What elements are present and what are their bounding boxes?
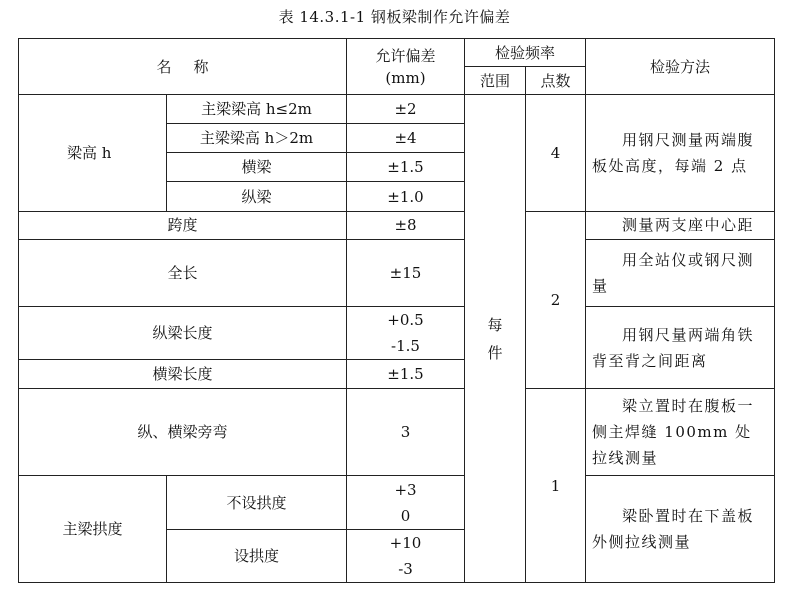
camber-val1-top: +3 (394, 480, 417, 499)
beam-height-val2: ±4 (347, 124, 465, 153)
stringer-length-value-top: +0.5 (387, 310, 424, 329)
span-value: ±8 (347, 211, 465, 239)
stringer-length-value-bottom: -1.5 (391, 336, 420, 355)
camber-sub2: 设拱度 (167, 529, 347, 582)
tolerance-table (18, 38, 775, 583)
crossbeam-length-label: 横梁长度 (19, 360, 347, 389)
beam-height-val4: ±1.0 (347, 182, 465, 211)
beam-height-val1: ±2 (347, 95, 465, 124)
camber-method: 梁卧置时在下盖板外侧拉线测量 (586, 476, 775, 583)
sweep-method: 梁立置时在腹板一侧主焊缝 100mm 处拉线测量 (586, 389, 775, 476)
full-length-label: 全长 (19, 239, 347, 306)
header-name-a: 名 (156, 57, 172, 76)
beam-height-points: 4 (526, 95, 586, 211)
sweep-label: 纵、横梁旁弯 (19, 389, 347, 476)
crossbeam-length-value: ±1.5 (347, 360, 465, 389)
camber-val1-bottom: 0 (400, 506, 411, 525)
beam-height-val3: ±1.5 (347, 153, 465, 182)
header-tolerance (347, 39, 465, 95)
header-points: 点数 (526, 67, 586, 95)
camber-val1 (347, 476, 465, 529)
stringer-length-label: 纵梁长度 (19, 306, 347, 359)
header-scope: 范围 (465, 67, 526, 95)
beam-height-label: 梁高 h (19, 95, 167, 211)
header-tolerance-line1: 允许偏差 (375, 46, 436, 65)
stringer-length-value (347, 306, 465, 359)
span-method: 测量两支座中心距 (586, 211, 775, 239)
beam-height-sub3: 横梁 (167, 153, 347, 182)
group3-points: 1 (526, 389, 586, 583)
beam-height-sub4: 纵梁 (167, 182, 347, 211)
full-length-method: 用全站仪或钢尺测量 (586, 239, 775, 306)
scope-each-cell (465, 95, 526, 583)
beam-height-method: 用钢尺测量两端腹板处高度，每端 2 点 (586, 95, 775, 211)
table-caption: 表 14.3.1-1 钢板梁制作允许偏差 (278, 8, 511, 26)
camber-label: 主梁拱度 (19, 476, 167, 583)
camber-val2 (347, 529, 465, 582)
camber-val2-top: +10 (389, 533, 422, 552)
camber-val2-bottom: -3 (398, 559, 413, 578)
scope-each-a: 每 (487, 315, 503, 334)
group2-points: 2 (526, 211, 586, 389)
beam-height-sub2: 主梁梁高 h＞2m (167, 124, 347, 153)
camber-sub1: 不设拱度 (167, 476, 347, 529)
header-name (19, 39, 347, 95)
sweep-value: 3 (347, 389, 465, 476)
header-method: 检验方法 (586, 39, 775, 95)
header-frequency: 检验频率 (465, 39, 586, 67)
scope-each-b: 件 (487, 343, 503, 362)
header-name-b: 称 (193, 57, 209, 76)
header-tolerance-line2: (mm) (385, 68, 426, 87)
span-label: 跨度 (19, 211, 347, 239)
full-length-value: ±15 (347, 239, 465, 306)
beam-height-sub1: 主梁梁高 h≤2m (167, 95, 347, 124)
stringer-length-method: 用钢尺量两端角铁背至背之间距离 (586, 306, 775, 388)
